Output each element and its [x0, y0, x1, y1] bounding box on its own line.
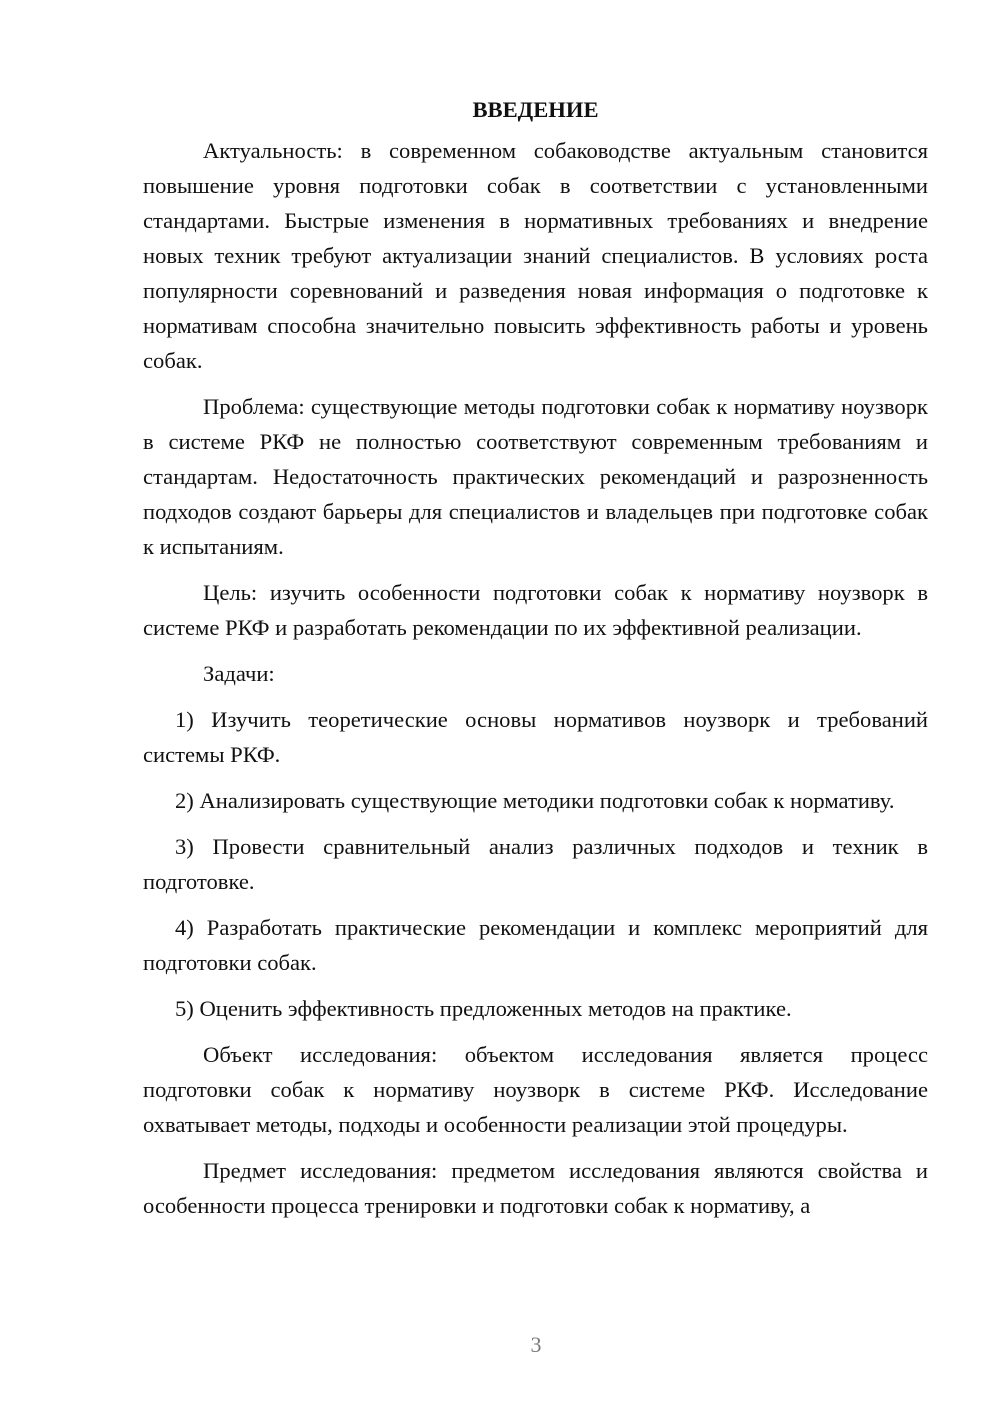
task-item-5: 5) Оценить эффективность предложенных методов на практике. — [175, 996, 792, 1021]
task-item-1: 1) Изучить теоретические основы нормативов ноузворк и требований системы РКФ. — [143, 707, 928, 767]
task-item-2: 2) Анализировать существующие методики подготовки собак к нормативу. — [175, 788, 895, 813]
task-item-3: 3) Провести сравнительный анализ различных подходов и техник в подготовке. — [143, 834, 928, 894]
problem-paragraph: Проблема: существующие методы подготовки собак к нормативу ноузворк в системе РКФ не полностью соответствуют современным требованиям и стандартам. Недостаточность практических рекомендаций и разрозненность подходов создают барьеры для специалистов и владельцев при подготовке собак к испытаниям. — [143, 394, 928, 559]
page-content — [143, 92, 928, 1234]
tasks-label: Задачи: — [203, 661, 275, 686]
relevance-paragraph: Актуальность: в современном собаководстве актуальным становится повышение уровня подготовки собак в соответствии с установленными стандартами. Быстрые изменения в нормативных требованиях и внедрение новых техник требуют актуализации знаний специалистов. В условиях роста популярности соревнований и разведения новая информация о подготовке к нормативам способна значительно повысить эффективность работы и уровень собак. — [143, 138, 928, 373]
task-item-4: 4) Разработать практические рекомендации и комплекс мероприятий для подготовки собак. — [143, 915, 928, 975]
section-heading: ВВЕДЕНИЕ — [472, 97, 599, 122]
page-number: 3 — [530, 1332, 542, 1357]
subject-paragraph: Предмет исследования: предметом исследования являются свойства и особенности процесса тренировки и подготовки собак к нормативу, а — [143, 1158, 928, 1218]
object-paragraph: Объект исследования: объектом исследования является процесс подготовки собак к нормативу ноузворк в системе РКФ. Исследование охватывает методы, подходы и особенности реализации этой процедуры. — [143, 1042, 928, 1137]
goal-paragraph: Цель: изучить особенности подготовки собак к нормативу ноузворк в системе РКФ и разработать рекомендации по их эффективной реализации. — [143, 580, 928, 640]
